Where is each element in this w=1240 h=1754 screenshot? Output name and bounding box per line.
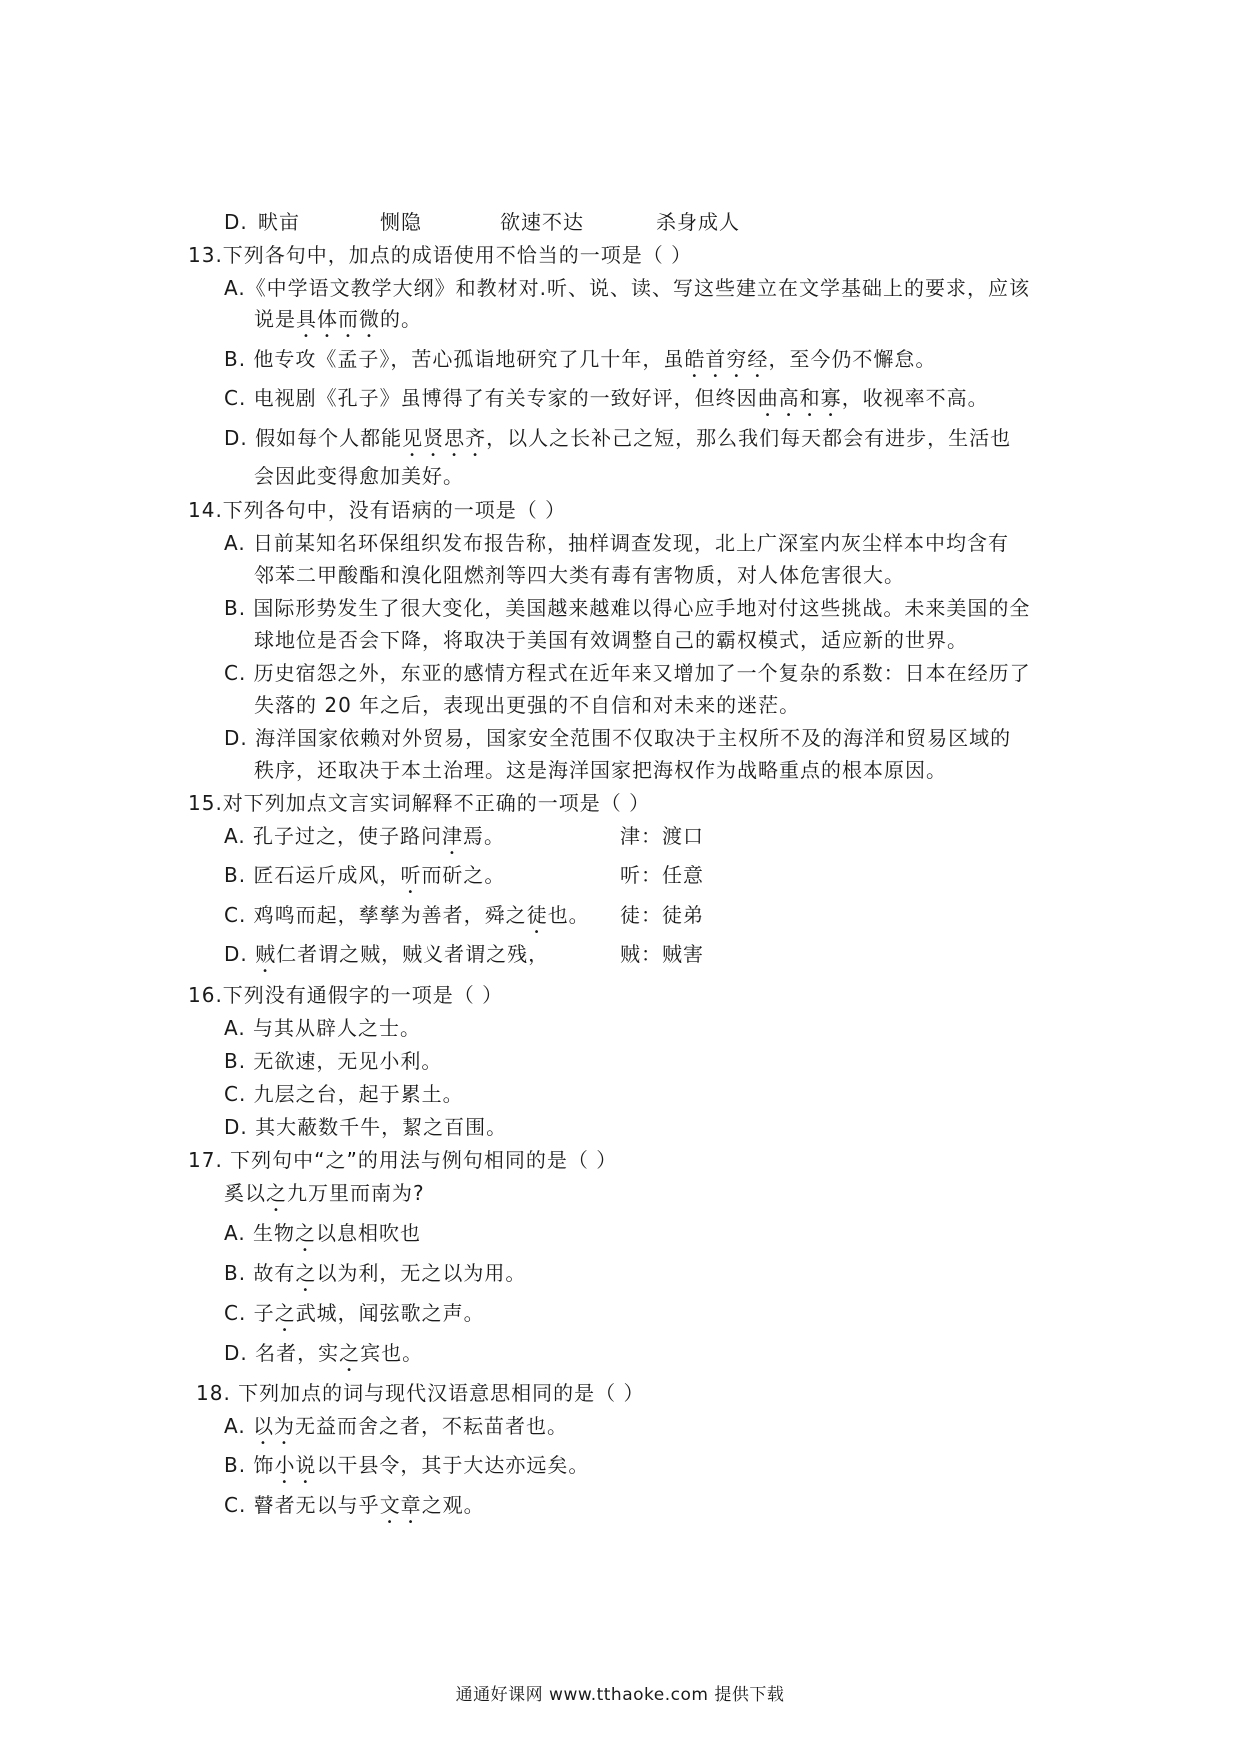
q17-option-b: B. 故有之以为利，无之以为用。: [224, 1261, 527, 1285]
q14-option-c: C. 历史宿怨之外，东亚的感情方程式在近年来又增加了一个复杂的系数：日本在经历了: [224, 661, 1031, 685]
emphasis-dot: 之: [266, 1181, 287, 1205]
q15-option-d: D. 贼仁者谓之贼，贼义者谓之残，: [224, 942, 550, 966]
emphasis-dot: 皓首穷经: [684, 347, 769, 371]
q18-option-a: A. 以为无益而舍之者，不耘苗者也。: [224, 1414, 569, 1438]
q15-option-a: A. 孔子过之，使子路问津焉。: [224, 824, 506, 848]
q13-option-b: B. 他专攻《孟子》，苦心孤诣地研究了几十年，虽皓首穷经，至今仍不懈怠。: [224, 347, 937, 371]
q17-example: 奚以之九万里而南为?: [224, 1181, 425, 1205]
emphasis-dot: 之: [339, 1341, 361, 1365]
q13-stem: 13.下列各句中，加点的成语使用不恰当的一项是（ ）: [188, 243, 693, 267]
q13-option-a: A.《中学语文教学大纲》和教材对.听、说、读、写这些建立在文学基础上的要求，应该: [224, 276, 1031, 300]
q18-option-c: C. 瞽者无以与乎文章之观。: [224, 1493, 485, 1517]
emphasis-dot: 曲高和寡: [757, 386, 842, 410]
q17-option-a: A. 生物之以息相吹也: [224, 1221, 422, 1245]
q12-d-item: 畎亩: [258, 210, 300, 234]
q15-answer-c: 徒：徒弟: [620, 903, 704, 927]
q13-option-d: D. 假如每个人都能见贤思齐，以人之长补己之短，那么我们每天都会有进步，生活也: [224, 426, 1012, 450]
q14-stem: 14.下列各句中，没有语病的一项是（ ）: [188, 498, 567, 522]
q12-d-item: 欲速不达: [500, 210, 584, 234]
emphasis-dot: 贼: [255, 942, 277, 966]
q13-option-a-cont: 说是具体而微的。: [254, 307, 422, 331]
emphasis-dot: 以为: [253, 1414, 296, 1438]
q14-option-a: A. 日前某知名环保组织发布报告称，抽样调查发现，北上广深室内灰尘样本中均含有: [224, 531, 1010, 555]
q18-option-b: B. 饰小说以干县令，其于大达亦远矣。: [224, 1453, 590, 1477]
emphasis-dot: 听: [400, 863, 422, 887]
q13-option-c: C. 电视剧《孔子》虽博得了有关专家的一致好评，但终因曲高和寡，收视率不高。: [224, 386, 989, 410]
emphasis-dot: 之: [295, 1261, 317, 1285]
q12-d-item: 杀身成人: [656, 210, 740, 234]
q16-option-c: C. 九层之台，起于累土。: [224, 1082, 464, 1106]
emphasis-dot: 小说: [274, 1453, 317, 1477]
q15-answer-b: 听：任意: [620, 863, 704, 887]
q15-option-c: C. 鸡鸣而起，孳孳为善者，舜之徒也。: [224, 903, 590, 927]
q14-option-d: D. 海洋国家依赖对外贸易，国家安全范围不仅取决于主权所不及的海洋和贸易区域的: [224, 726, 1012, 750]
emphasis-dot: 津: [442, 824, 464, 848]
q17-stem: 17. 下列句中“之”的用法与例句相同的是（ ）: [188, 1148, 618, 1172]
q12-option-d: [224, 209, 784, 235]
emphasis-dot: 之: [295, 1221, 317, 1245]
q12-d-item: 恻隐: [380, 210, 422, 234]
q12-d-label: D.: [224, 210, 248, 234]
q14-option-d-cont: 秩序，还取决于本土治理。这是海洋国家把海权作为战略重点的根本原因。: [254, 758, 947, 782]
q17-option-c: C. 子之武城，闻弦歌之声。: [224, 1301, 485, 1325]
q16-option-b: B. 无欲速，无见小利。: [224, 1049, 443, 1073]
q18-stem: 18. 下列加点的词与现代汉语意思相同的是（ ）: [196, 1381, 645, 1405]
emphasis-dot: 之: [274, 1301, 296, 1325]
q17-option-d: D. 名者，实之宾也。: [224, 1341, 424, 1365]
q13-option-d-cont: 会因此变得愈加美好。: [254, 464, 464, 488]
q16-option-a: A. 与其从辟人之士。: [224, 1016, 422, 1040]
q15-stem: 15.对下列加点文言实词解释不正确的一项是（ ）: [188, 791, 651, 815]
q14-option-a-cont: 邻苯二甲酸酯和溴化阻燃剂等四大类有毒有害物质，对人体危害很大。: [254, 563, 905, 587]
q14-option-c-cont: 失落的 20 年之后，表现出更强的不自信和对未来的迷茫。: [254, 693, 801, 717]
q15-answer-a: 津：渡口: [620, 824, 704, 848]
page-footer: 通通好课网 www.tthaoke.com 提供下载: [455, 1685, 785, 1705]
q14-option-b-cont: 球地位是否会下降，将取决于美国有效调整自己的霸权模式，适应新的世界。: [254, 628, 968, 652]
q14-option-b: B. 国际形势发生了很大变化，美国越来越难以得心应手地对付这些挑战。未来美国的全: [224, 596, 1031, 620]
q16-stem: 16.下列没有通假字的一项是（ ）: [188, 983, 504, 1007]
emphasis-dot: 文章: [379, 1493, 422, 1517]
emphasis-dot: 具体而微: [296, 307, 380, 331]
q15-answer-d: 贼：贼害: [620, 942, 704, 966]
q15-option-b: B. 匠石运斤成风，听而斫之。: [224, 863, 506, 887]
emphasis-dot: 见贤思齐: [402, 426, 487, 450]
emphasis-dot: 徒: [526, 903, 548, 927]
q16-option-d: D. 其大蔽数千牛，絜之百围。: [224, 1115, 508, 1139]
